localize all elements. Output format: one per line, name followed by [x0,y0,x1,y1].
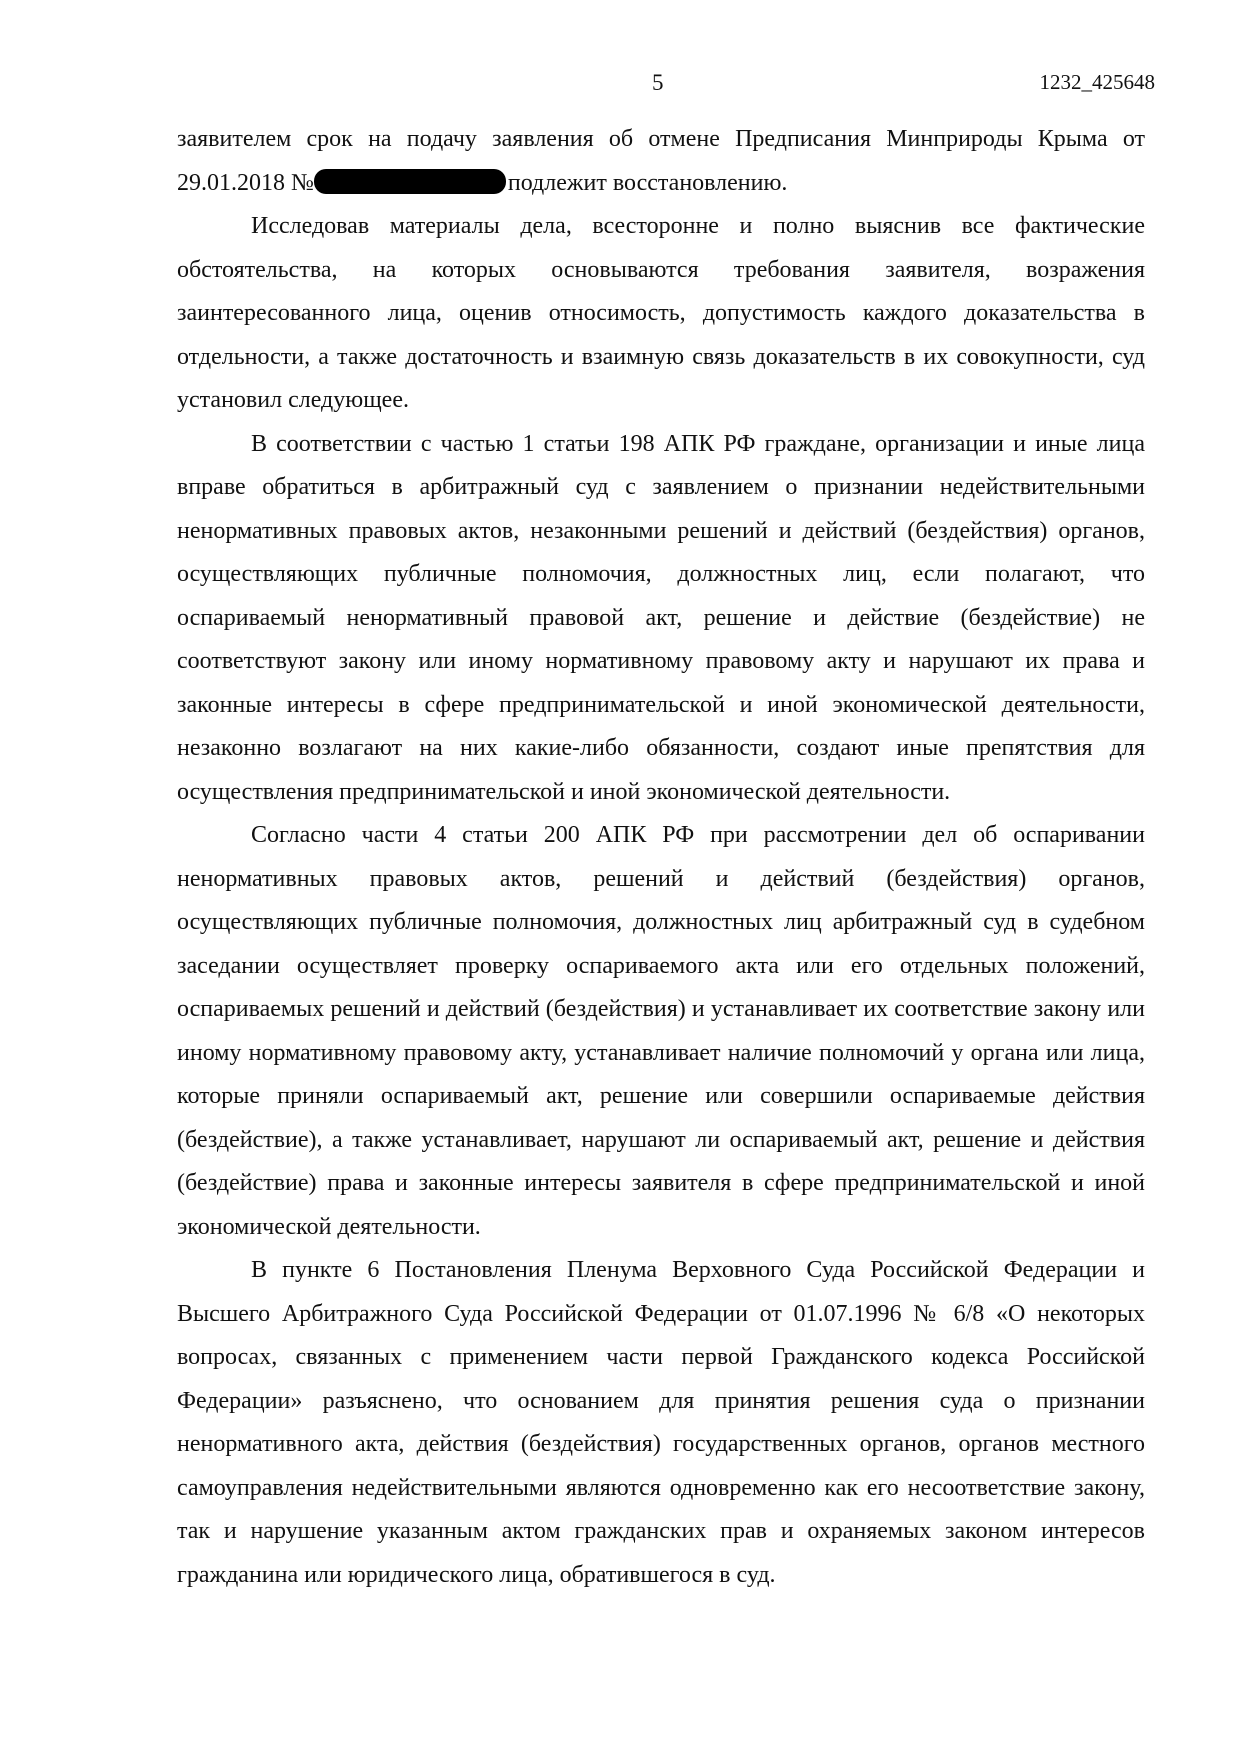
document-id: 1232_425648 [1039,70,1155,94]
redaction-bar [314,169,506,194]
paragraph: В соответствии с частью 1 статьи 198 АПК РФ граждане, организации и иные лица вправе обратиться в арбитражный суд с заявлением о признании недействительными ненормативных правовых актов, незаконными решений и действий (бездействия) органов, осуществляющих публичные полномочия, должностных лиц, если полагают, что оспариваемый ненормативный правовой акт, решение и действие (бездействие) не соответствуют закону или иному нормативному правовому акту и нарушают их права и законные интересы в сфере предпринимательской и иной экономической деятельности, незаконно возлагают на них какие-либо обязанности, создают иные препятствия для осуществления предпринимательской и иной экономической деятельности. [177,430,1145,805]
page-number: 5 [652,70,664,95]
paragraph: Согласно части 4 статьи 200 АПК РФ при рассмотрении дел об оспаривании ненормативных правовых актов, решений и действий (бездействия) органов, осуществляющих публичные полномочия, должностных лиц арбитражный суд в судебном заседании осуществляет проверку оспариваемого акта или его отдельных положений, оспариваемых решений и действий (бездействия) и устанавливает их соответствие закону или иному нормативному правовому акту, устанавливает наличие полномочий у органа или лица, которые приняли оспариваемый акт, решение или совершили оспариваемые действия (бездействие), а также устанавливает, нарушают ли оспариваемый акт, решение и действия (бездействие) права и законные интересы заявителя в сфере предпринимательской и иной экономической деятельности. [177,822,1145,1240]
document-body [177,118,1145,1597]
paragraph-continuation [177,118,1145,205]
paragraph: Исследовав материалы дела, всесторонне и полно выяснив все фактические обстоятельства, на которых основываются требования заявителя, возражения заинтересованного лица, оценив относимость, допустимость каждого доказательства в отдельности, а также достаточность и взаимную связь доказательств в их совокупности, суд установил следующее. [177,213,1145,413]
page-header [0,70,1240,100]
paragraph-text: подлежит восстановлению. [507,169,788,196]
paragraph-text: заявителем срок на подачу заявления об отмене Предписания Минприроды Крыма от 29.01.2018 № [177,126,1145,196]
paragraph: В пункте 6 Постановления Пленума Верховного Суда Российской Федерации и Высшего Арбитражного Суда Российской Федерации от 01.07.1996 № 6/8 «О некоторых вопросах, связанных с применением части первой Гражданского кодекса Российской Федерации» разъяснено, что основанием для принятия решения суда о признании ненормативного акта, действия (бездействия) государственных органов, органов местного самоуправления недействительными являются одновременно как его несоответствие закону, так и нарушение указанным актом гражданских прав и охраняемых законом интересов гражданина или юридического лица, обратившегося в суд. [177,1257,1145,1588]
